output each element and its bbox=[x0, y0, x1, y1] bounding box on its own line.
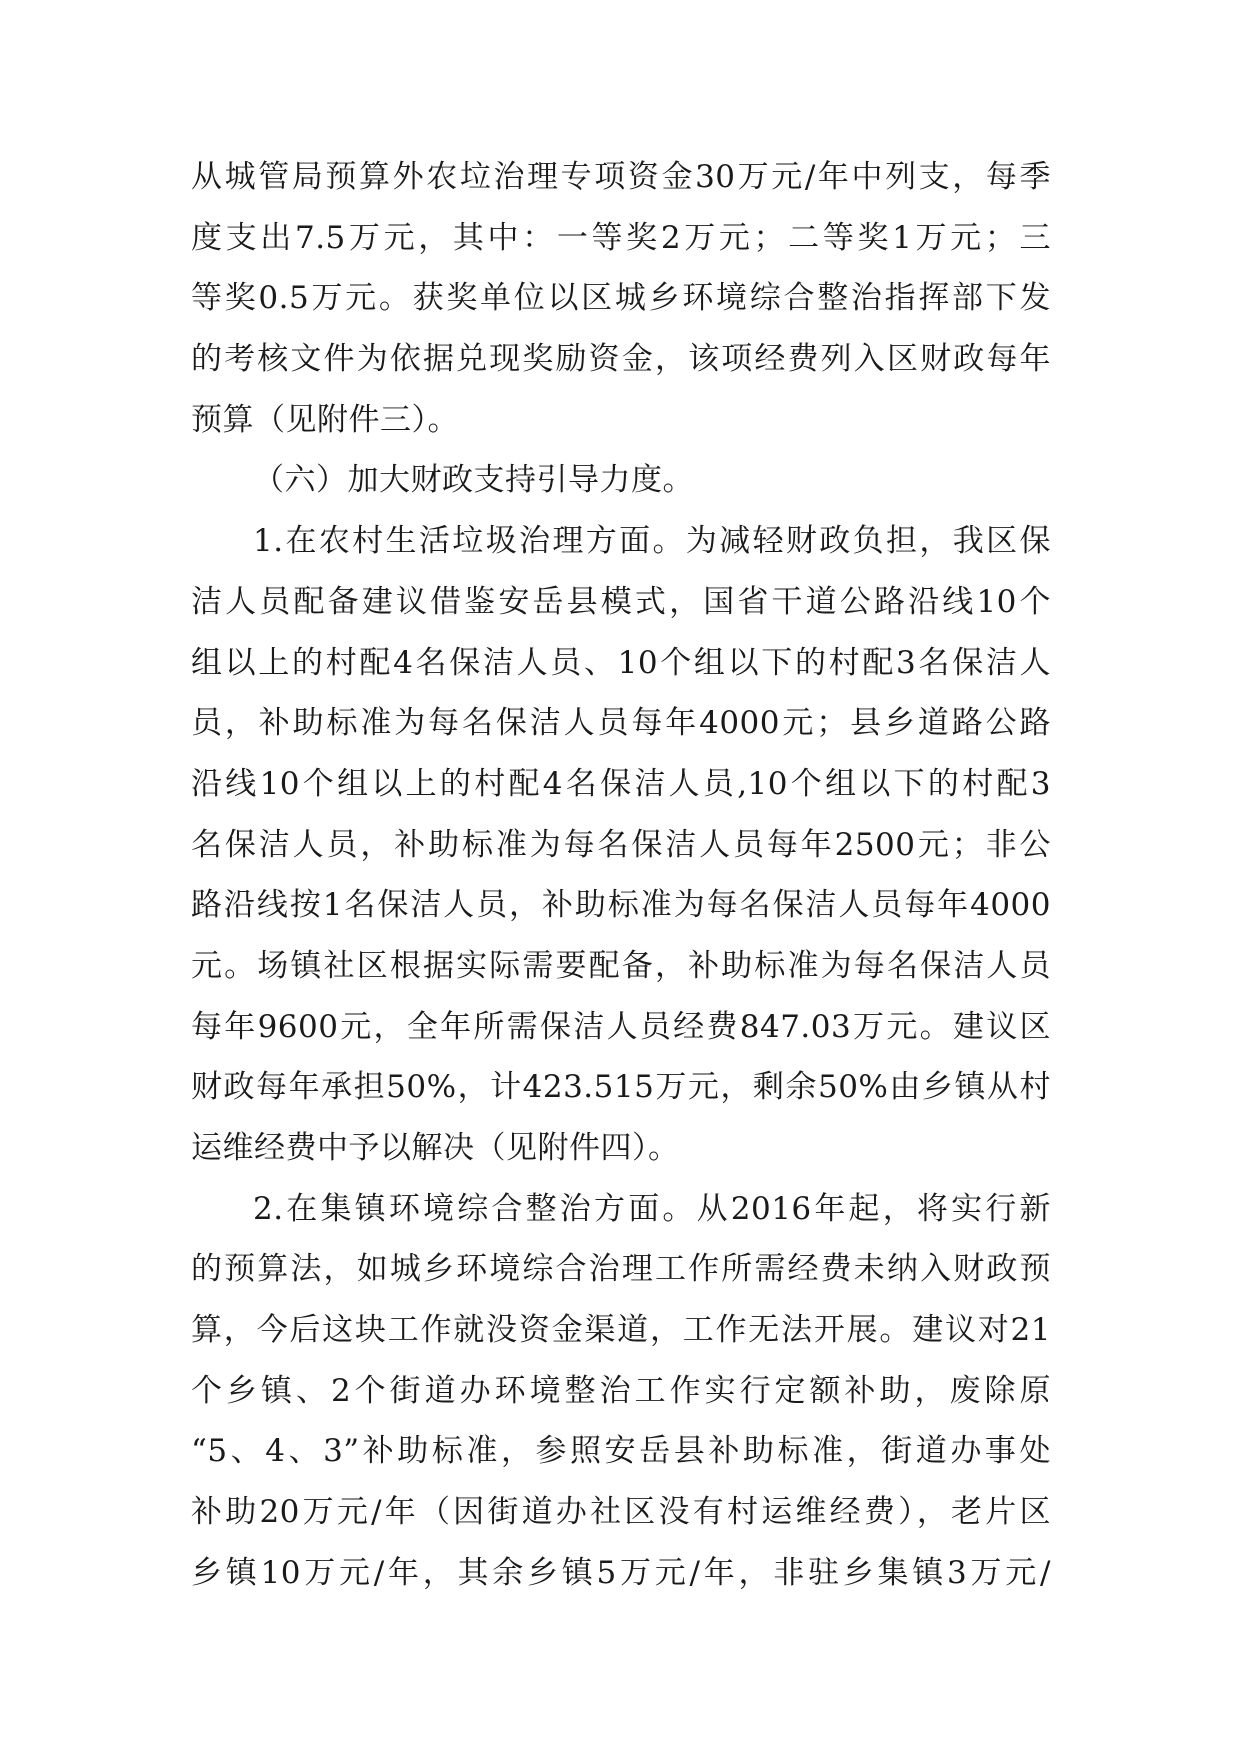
text-line: 1.在农村生活垃圾治理方面。为减轻财政负担，我区保 bbox=[253, 523, 1051, 560]
text-line: 员，补助标准为每名保洁人员每年4000元；县乡道路公路 bbox=[191, 705, 1051, 742]
text-line: 的预算法，如城乡环境综合治理工作所需经费未纳入财政预 bbox=[191, 1251, 1051, 1288]
text-line: （六）加大财政支持引导力度。 bbox=[253, 462, 694, 499]
text-line: 沿线10个组以上的村配4名保洁人员,10个组以下的村配3 bbox=[191, 765, 1051, 802]
text-line: 洁人员配备建议借鉴安岳县模式，国省干道公路沿线10个 bbox=[191, 583, 1051, 620]
text-line: 等奖0.5万元。获奖单位以区城乡环境综合整治指挥部下发 bbox=[191, 280, 1051, 317]
text-line: 度支出7.5万元，其中：一等奖2万元；二等奖1万元；三 bbox=[191, 219, 1051, 256]
text-line: 个乡镇、2个街道办环境整治工作实行定额补助，废除原 bbox=[191, 1372, 1051, 1409]
text-line: 补助20万元/年（因街道办社区没有村运维经费），老片区 bbox=[191, 1494, 1051, 1531]
text-line: 从城管局预算外农垃治理专项资金30万元/年中列支，每季 bbox=[191, 159, 1051, 195]
text-line: “5、4、3”补助标准，参照安岳县补助标准，街道办事处 bbox=[191, 1433, 1051, 1470]
text-line: 组以上的村配4名保洁人员、10个组以下的村配3名保洁人 bbox=[191, 644, 1051, 681]
text-line: 元。场镇社区根据实际需要配备，补助标准为每名保洁人员 bbox=[191, 947, 1051, 984]
text-line: 预算（见附件三）。 bbox=[191, 401, 459, 438]
text-line: 每年9600元，全年所需保洁人员经费847.03万元。建议区 bbox=[191, 1008, 1051, 1045]
text-line: 算，今后这块工作就没资金渠道，工作无法开展。建议对21 bbox=[191, 1312, 1051, 1349]
text-line: 乡镇10万元/年，其余乡镇5万元/年，非驻乡集镇3万元/ bbox=[191, 1554, 1051, 1591]
text-line: 财政每年承担50%，计423.515万元，剩余50%由乡镇从村 bbox=[191, 1069, 1051, 1106]
text-line: 名保洁人员，补助标准为每名保洁人员每年2500元；非公 bbox=[191, 826, 1051, 863]
body-text bbox=[191, 147, 1051, 1604]
text-line: 2.在集镇环境综合整治方面。从2016年起，将实行新 bbox=[253, 1190, 1051, 1227]
text-line: 路沿线按1名保洁人员，补助标准为每名保洁人员每年4000 bbox=[191, 887, 1051, 924]
text-line: 运维经费中予以解决（见附件四）。 bbox=[191, 1130, 680, 1166]
text-line: 的考核文件为依据兑现奖励资金，该项经费列入区财政每年 bbox=[191, 341, 1051, 378]
